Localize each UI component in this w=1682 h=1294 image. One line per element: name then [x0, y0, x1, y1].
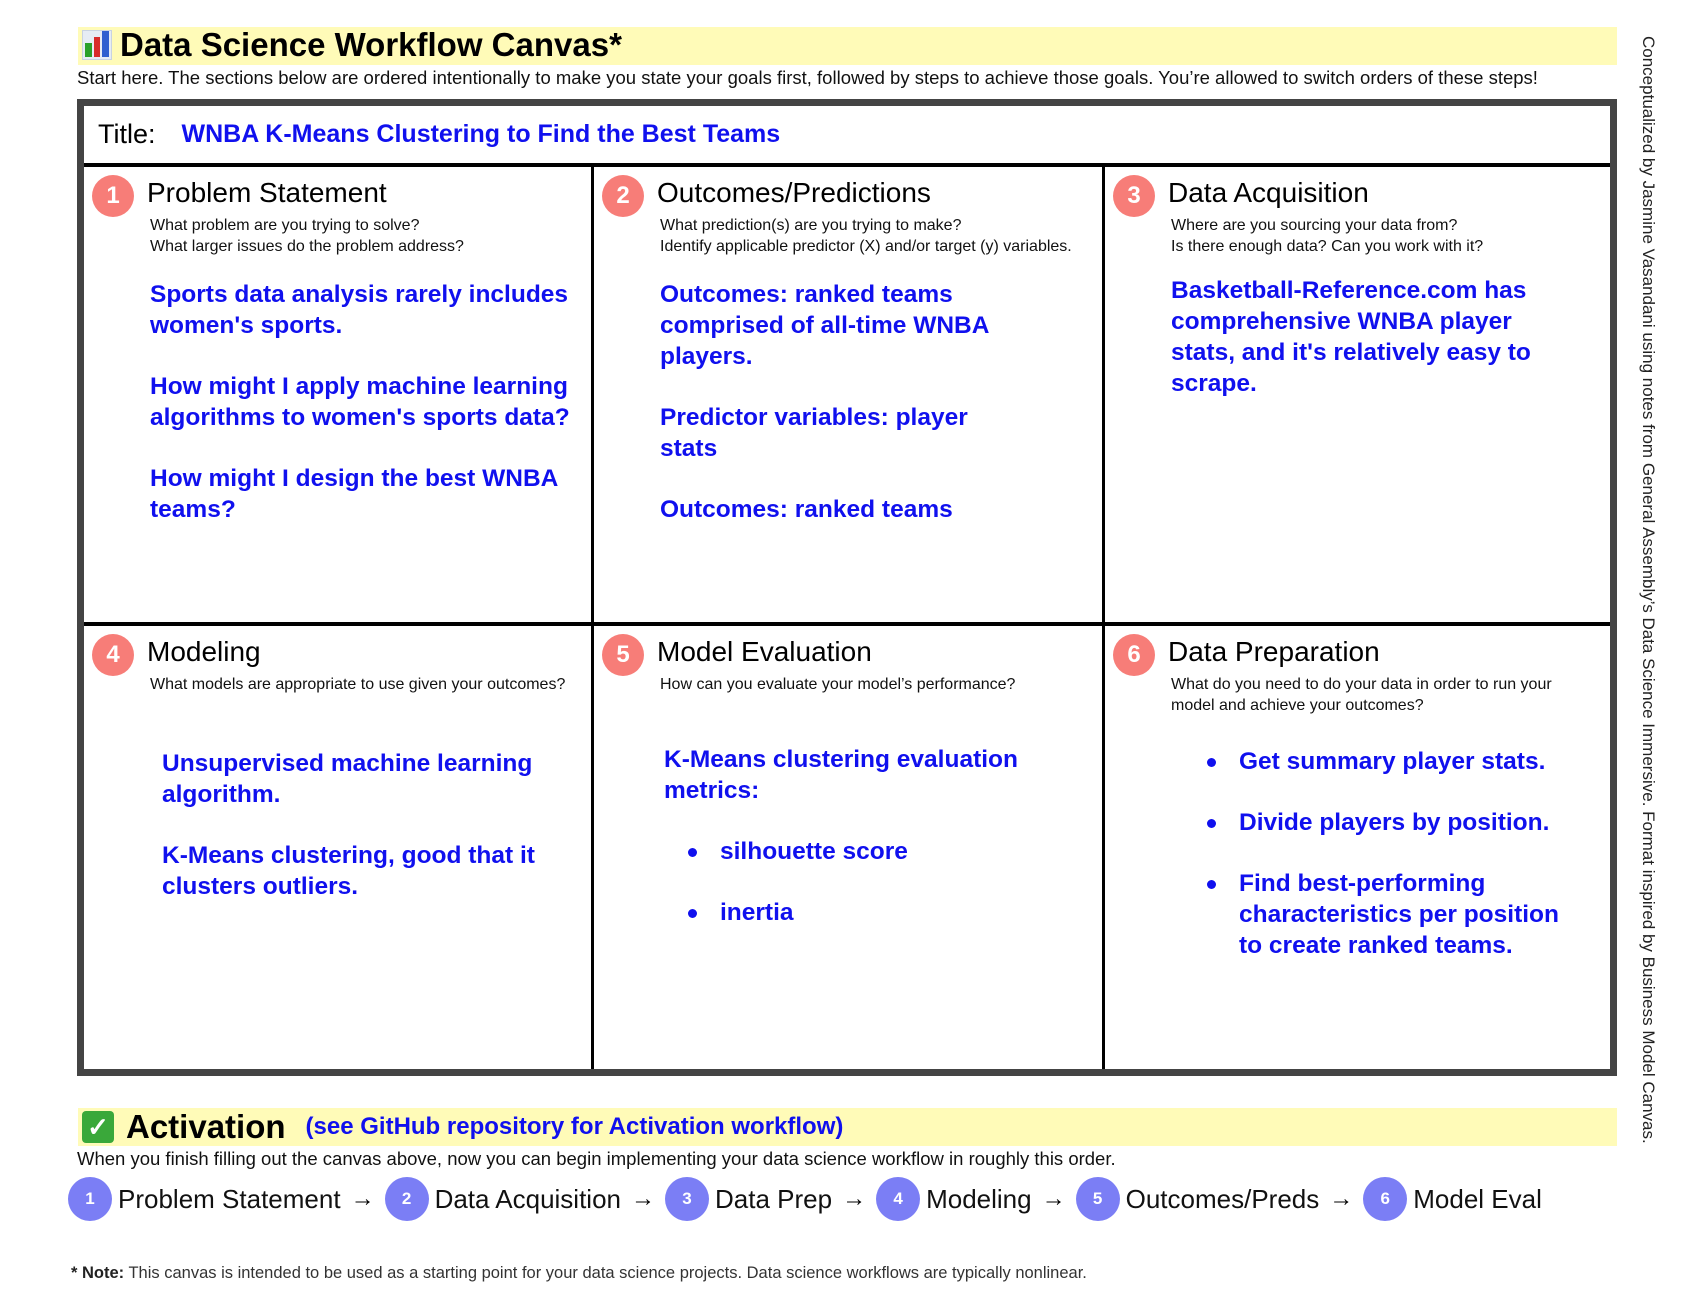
step-number-badge: 5 — [1076, 1177, 1120, 1221]
prep-steps-list — [1195, 746, 1560, 961]
arrow-right-icon: → — [350, 1185, 375, 1212]
answer-paragraph: Outcomes: ranked teams — [660, 496, 953, 523]
step-outcomes-preds — [1076, 1177, 1320, 1221]
canvas-grid — [84, 167, 1610, 1069]
section-answer — [1171, 275, 1550, 429]
step-label: Model Eval — [1413, 1183, 1542, 1214]
section-number-badge: 4 — [92, 634, 134, 676]
list-item: silhouette score — [720, 836, 1042, 867]
prompt-line: Where are you sourcing your data from? — [1171, 217, 1458, 234]
section-number-badge: 5 — [602, 634, 644, 676]
section-title: Model Evaluation — [657, 636, 872, 667]
section-prompt — [1171, 215, 1483, 257]
step-problem-statement — [68, 1177, 341, 1221]
section-number-badge: 6 — [1113, 634, 1155, 676]
prompt-line: How can you evaluate your model’s performance? — [660, 676, 1016, 693]
section-prompt — [1171, 674, 1552, 716]
section-prompt — [150, 215, 464, 257]
answer-paragraph: Unsupervised machine learning algorithm. — [162, 750, 533, 808]
step-label: Problem Statement — [118, 1183, 341, 1214]
prompt-line: What problem are you trying to solve? — [150, 217, 420, 234]
step-label: Modeling — [926, 1183, 1032, 1214]
arrow-right-icon: → — [631, 1185, 656, 1212]
section-prompt — [660, 674, 1015, 695]
section-number-badge: 2 — [602, 175, 644, 217]
page-subtitle: Start here. The sections below are ordered intentionally to make you state your goals first, followed by steps to achieve those goals. You’re allowed to switch orders of these steps! — [77, 67, 1538, 88]
activation-header — [82, 1108, 843, 1146]
step-number-badge: 1 — [68, 1177, 112, 1221]
answer-paragraph: Basketball-Reference.com has comprehensive WNBA player stats, and it's relatively easy to scrape. — [1171, 277, 1531, 397]
section-answer — [660, 279, 1012, 555]
prompt-line: What models are appropriate to use given your outcomes? — [150, 676, 566, 693]
answer-paragraph: K-Means clustering evaluation metrics: — [664, 746, 1018, 804]
canvas-title-row — [84, 106, 1610, 167]
section-title: Outcomes/Predictions — [657, 177, 931, 208]
section-number-badge: 1 — [92, 175, 134, 217]
step-label: Outcomes/Preds — [1125, 1183, 1320, 1214]
section-answer — [1195, 746, 1560, 991]
list-item: Get summary player stats. — [1239, 746, 1560, 777]
prompt-line: Identify applicable predictor (X) and/or target (y) variables. — [660, 238, 1072, 255]
side-credit: Conceptualized by Jasmine Vasandani using notes from General Assembly’s Data Science Immersive. Format inspired by Business Model Canvas. — [1639, 36, 1658, 1144]
section-prompt — [150, 674, 565, 695]
section-modeling — [84, 626, 591, 1069]
activation-subtitle: When you finish filling out the canvas above, now you can begin implementing your data science workflow in roughly this order. — [77, 1148, 1116, 1169]
section-title: Data Acquisition — [1168, 177, 1369, 208]
prompt-line: What do you need to do your data in order to run your — [1171, 676, 1552, 693]
page-title-text: Data Science Workflow Canvas* — [120, 26, 622, 63]
answer-paragraph: K-Means clustering, good that it clusters outliers. — [162, 842, 535, 900]
section-title: Problem Statement — [147, 177, 387, 208]
step-number-badge: 3 — [665, 1177, 709, 1221]
section-outcomes-predictions — [594, 167, 1102, 622]
answer-paragraph: Predictor variables: player stats — [660, 404, 968, 462]
step-number-badge: 4 — [876, 1177, 920, 1221]
section-prompt — [660, 215, 1072, 257]
activation-title: Activation — [126, 1108, 286, 1145]
project-title: WNBA K-Means Clustering to Find the Best Teams — [181, 120, 781, 148]
prompt-line: model and achieve your outcomes? — [1171, 697, 1424, 714]
metrics-list — [664, 836, 1042, 928]
step-label: Data Prep — [715, 1183, 833, 1214]
page-title — [82, 26, 622, 64]
answer-paragraph: Outcomes: ranked teams comprised of all-time WNBA players. — [660, 281, 989, 370]
section-answer — [150, 279, 577, 555]
check-mark-icon: ✓ — [82, 1111, 114, 1143]
section-title: Data Preparation — [1168, 636, 1380, 667]
step-label: Data Acquisition — [434, 1183, 622, 1214]
footnote-prefix: * Note: — [71, 1264, 125, 1282]
section-answer — [162, 748, 551, 932]
section-model-evaluation — [594, 626, 1102, 1069]
step-model-eval — [1363, 1177, 1542, 1221]
list-item: Find best-performing characteristics per position to create ranked teams. — [1239, 870, 1559, 959]
section-problem-statement — [84, 167, 591, 622]
canvas-frame — [77, 99, 1617, 1076]
activation-github-note: (see GitHub repository for Activation workflow) — [305, 1113, 844, 1140]
bar-chart-icon — [82, 30, 112, 60]
prompt-line: What larger issues do the problem address? — [150, 238, 464, 255]
prompt-line: Is there enough data? Can you work with it? — [1171, 238, 1484, 255]
section-title: Modeling — [147, 636, 261, 667]
activation-steps — [68, 1177, 1542, 1221]
list-item: Divide players by position. — [1239, 807, 1560, 838]
footnote — [71, 1264, 1087, 1283]
arrow-right-icon: → — [1329, 1185, 1354, 1212]
answer-paragraph: How might I apply machine learning algorithms to women's sports data? — [150, 373, 570, 431]
step-number-badge: 2 — [385, 1177, 429, 1221]
answer-paragraph: How might I design the best WNBA teams? — [150, 465, 558, 523]
section-data-acquisition — [1105, 167, 1610, 622]
section-number-badge: 3 — [1113, 175, 1155, 217]
step-modeling — [876, 1177, 1032, 1221]
section-data-preparation — [1105, 626, 1610, 1069]
step-data-prep — [665, 1177, 832, 1221]
step-data-acquisition — [385, 1177, 621, 1221]
title-label: Title: — [98, 119, 156, 149]
section-answer — [664, 744, 1042, 958]
list-item: inertia — [720, 897, 1042, 928]
prompt-line: What prediction(s) are you trying to make? — [660, 217, 962, 234]
arrow-right-icon: → — [842, 1185, 867, 1212]
footnote-text: This canvas is intended to be used as a starting point for your data science projects. Data science workflows are typically nonlinear. — [124, 1264, 1087, 1282]
step-number-badge: 6 — [1363, 1177, 1407, 1221]
answer-paragraph: Sports data analysis rarely includes women's sports. — [150, 281, 569, 339]
arrow-right-icon: → — [1041, 1185, 1066, 1212]
